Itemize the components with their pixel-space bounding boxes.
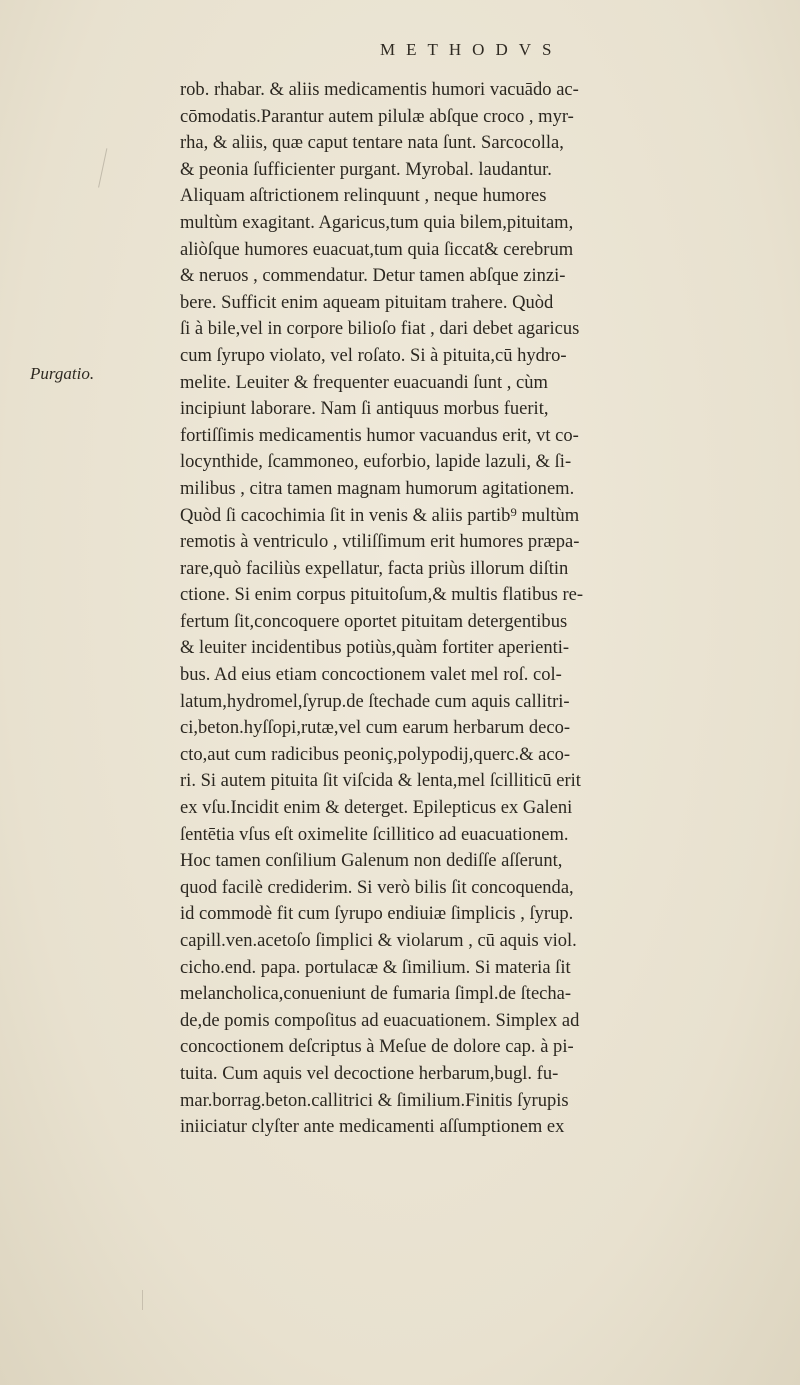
text-line: ſentētia vſus eſt oximelite ſcillitico ad euacuationem. xyxy=(180,823,569,845)
text-line: quod facilè crediderim. Si verò bilis ſit concoquenda, xyxy=(180,876,574,898)
text-line: bus. Ad eius etiam concoctionem valet mel roſ. col- xyxy=(180,664,562,686)
text-line: fortiſſimis medicamentis humor vacuandus erit, vt co- xyxy=(180,424,579,446)
text-line: ex vſu.Incidit enim & deterget. Epilepticus ex Galeni xyxy=(180,797,573,819)
text-line: bere. Sufficit enim aqueam pituitam trahere. Quòd xyxy=(180,291,554,313)
body-text xyxy=(180,77,780,1141)
ink-mark xyxy=(98,148,127,191)
text-line: capill.ven.acetoſo ſimplici & violarum , cū aquis viol. xyxy=(180,930,577,951)
text-line: melancholica,conueniunt de fumaria ſimpl.de ſtecha- xyxy=(180,983,572,1005)
text-line: rha, & aliis, quæ caput tentare nata ſunt. Sarcocolla, xyxy=(180,132,564,154)
text-line: iniiciatur clyſter ante medicamenti aſſumptionem ex xyxy=(180,1116,565,1138)
text-line: cto,aut cum radicibus peoniç,polypodij,querc.& aco- xyxy=(180,743,571,765)
ink-mark xyxy=(142,1290,151,1310)
text-line: Aliquam aſtrictionem relinquunt , neque humores xyxy=(180,185,547,207)
text-line: cicho.end. papa. portulacæ & ſimilium. Si materia ſit xyxy=(180,956,571,978)
text-line: & peonia ſufficienter purgant. Myrobal. laudantur. xyxy=(180,158,552,180)
text-line: & neruos , commendatur. Detur tamen abſque zinzi- xyxy=(180,265,566,287)
text-line: cum ſyrupo violato, vel roſato. Si à pituita,cū hydro- xyxy=(180,344,567,366)
text-line: ctione. Si enim corpus pituitoſum,& multis flatibus re- xyxy=(180,584,584,606)
text-line: rare,quò faciliùs expellatur, facta priùs illorum diſtin xyxy=(180,557,569,579)
text-line: incipiunt laborare. Nam ſi antiquus morbus fuerit, xyxy=(180,398,549,420)
text-line: melite. Leuiter & frequenter euacuandi ſunt , cùm xyxy=(180,371,548,393)
text-line: ri. Si autem pituita ſit viſcida & lenta,mel ſcilliticū erit xyxy=(180,770,581,792)
text-line: cōmodatis.Parantur autem pilulæ abſque croco , myr- xyxy=(180,105,574,127)
text-line: Hoc tamen conſilium Galenum non dediſſe aſſerunt, xyxy=(180,850,563,872)
text-line: aliòſque humores euacuat,tum quia ſiccat& cerebrum xyxy=(180,238,574,260)
text-line: rob. rhabar. & aliis medicamentis humori vacuādo ac- xyxy=(180,79,579,100)
text-line: & leuiter incidentibus potiùs,quàm fortiter aperienti- xyxy=(180,637,570,659)
margin-note: Purgatio. xyxy=(30,364,95,383)
text-line: mar.borrag.beton.callitrici & ſimilium.Finitis ſyrupis xyxy=(180,1089,569,1111)
text-line: locynthide, ſcammoneo, euforbio, lapide lazuli, & ſi- xyxy=(180,451,572,473)
text-line: id commodè fit cum ſyrupo endiuiæ ſimplicis , ſyrup. xyxy=(180,903,574,925)
text-line: tuita. Cum aquis vel decoctione herbarum,bugl. fu- xyxy=(180,1062,559,1084)
text-line: multùm exagitant. Agaricus,tum quia bilem,pituitam, xyxy=(180,211,574,233)
text-line: de,de pomis compoſitus ad euacuationem. Simplex ad xyxy=(180,1009,580,1031)
text-line: milibus , citra tamen magnam humorum agitationem. xyxy=(180,477,575,499)
text-line: Quòd ſi cacochimia ſit in venis & aliis partib⁹ multùm xyxy=(180,504,580,526)
text-line: remotis à ventriculo , vtiliſſimum erit humores præpa- xyxy=(180,531,580,553)
text-line: latum,hydromel,ſyrup.de ſtechade cum aquis callitri- xyxy=(180,690,570,712)
text-line: ci,beton.hyſſopi,rutæ,vel cum earum herbarum deco- xyxy=(180,717,571,739)
text-line: concoctionem deſcriptus à Meſue de dolore cap. à pi- xyxy=(180,1036,574,1058)
text-line: fertum ſit,concoquere oportet pituitam detergentibus xyxy=(180,610,568,632)
text-line: ſi à bile,vel in corpore bilioſo fiat , dari debet agaricus xyxy=(180,318,580,340)
running-head: METHODVS xyxy=(380,40,563,59)
